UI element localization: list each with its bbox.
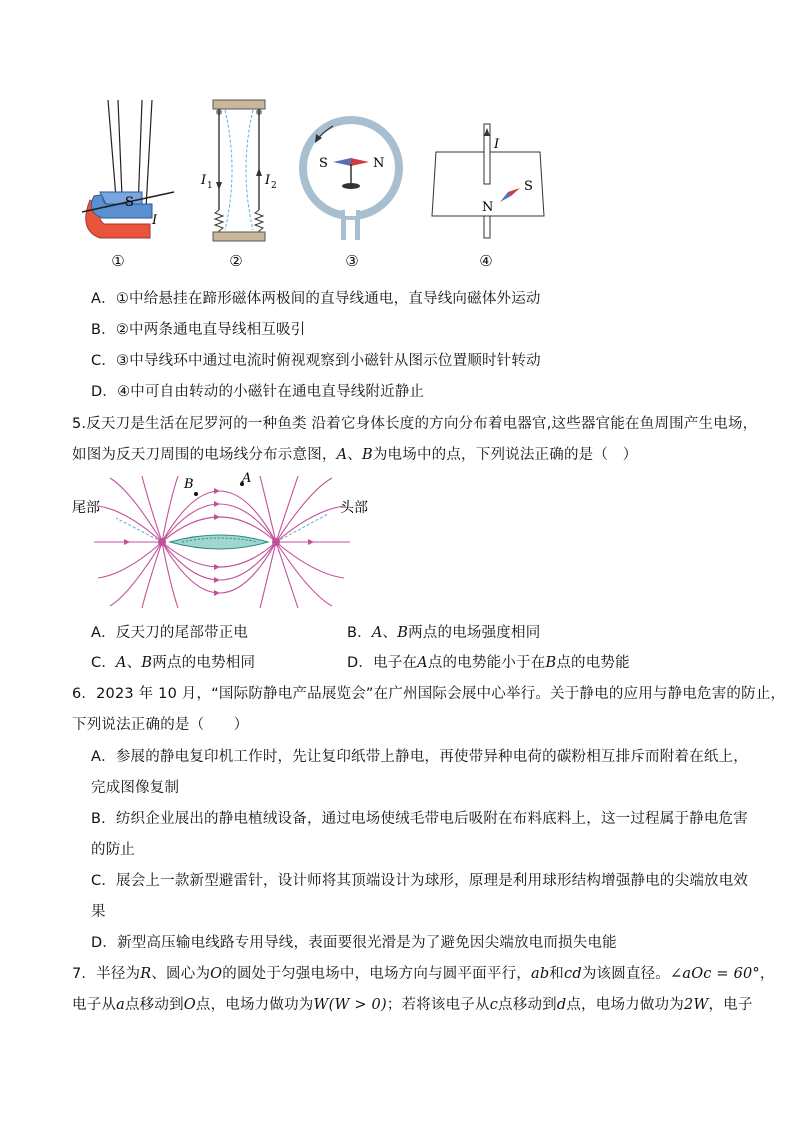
q5-optc-sep: 、 [126,655,142,671]
q7-text-6: ， [759,966,775,982]
fig2-i1-sub: 1 [207,181,213,191]
figure-ring-compass [295,112,410,242]
q5-option-d [347,653,630,673]
q7-stem-line2 [72,995,753,1015]
fig1-pole-s: S [125,195,134,210]
q5-stem-line1: 5.反天刀是生活在尼罗河的一种鱼类 沿着它身体长度的方向分布着电器官,这些器官能在鱼周围产生电场， [72,416,758,432]
q5-option-b [347,623,540,643]
q5-optd-prefix: D．电子在 [347,655,418,671]
figure-fish-field-lines [70,470,380,612]
q7-angle: ∠aOc = 60° [670,966,760,982]
fig4-south-label: S [524,179,533,194]
q5-option-a: A．反天刀的尾部带正电 [91,625,249,641]
figure-wire-board-compass [428,110,548,245]
fig3-north-label: N [373,156,385,171]
q6-option-a-line2: 完成图像复制 [91,780,180,796]
q5-optb-text: 两点的电场强度相同 [408,625,541,641]
q5-optd-mid: 点的电势能小于在 [427,655,546,671]
q5-stem-text: 如图为反天刀周围的电场线分布示意图， [72,447,337,463]
fig5-tail-label: 尾部 [72,500,100,516]
q6-option-d: D．新型高压输电线路专用导线，表面要很光滑是为了避免因尖端放电而损失电能 [91,935,617,951]
q6-option-c-line1: C．展会上一款新型避雷针，设计师将其顶端设计为球形，原理是利用球形结构增强静电的尖端放电效 [91,873,749,889]
figure-horseshoe-magnet [70,100,180,250]
q5-optb-sep: 、 [382,625,398,641]
q6-option-b-line2: 的防止 [91,842,136,858]
q7-work-w: W(W > 0) [313,997,387,1013]
q5-point-b: B [361,447,373,463]
q7-l2-text-2: 点移动到 [124,997,184,1013]
q7-center: O [210,966,223,982]
fig5-point-a: A [242,471,252,486]
q5-sep: 、 [347,447,362,463]
fig3-south-label: S [319,156,328,171]
q5-optb-a: A [371,625,383,641]
fig4-north-label: N [482,200,494,215]
fig5-point-b: B [184,477,194,492]
q4-option-d: D．④中可自由转动的小磁针在通电直导线附近静止 [91,384,425,400]
q7-stem-line1 [72,964,775,984]
q7-text-3: 的圆处于匀强电场中，电场方向与圆平面平行， [222,966,531,982]
fig5-head-label: 头部 [340,500,368,516]
q4-option-a: A．①中给悬挂在蹄形磁体两极间的直导线通电，直导线向磁体外运动 [91,291,541,307]
q7-text-1: 7．半径为 [72,966,141,982]
fig1-current-label: I [152,213,158,228]
fig2-i2-label: I [265,173,271,188]
q6-option-a-line1: A．参展的静电复印机工作时，先让复印纸带上静电，再使带异种电荷的碳粉相互排斥而附着在纸上， [91,749,748,765]
q5-optd-text: 点的电势能 [556,655,630,671]
q7-radius: R [140,966,152,982]
q7-point-d: d [556,997,567,1013]
fig4-current-label: I [494,137,500,152]
q7-l2-text-5: 点移动到 [498,997,557,1013]
figure-label-4: ④ [479,252,493,270]
q5-optd-a: A [417,655,428,671]
q5-optc-b: B [141,655,153,671]
q5-option-c [91,653,255,673]
q7-l2-text-4: ；若将该电子从 [386,997,490,1013]
q7-l2-text-7: ，电子 [708,997,753,1013]
fig2-i2-sub: 2 [271,181,277,191]
fig2-i1-label: I [201,173,207,188]
q5-optb-prefix: B． [347,625,372,641]
q6-stem-line2: 下列说法正确的是（ ） [72,717,249,733]
q7-l2-text-3: 点，电场力做功为 [195,997,314,1013]
q5-point-a: A [336,447,348,463]
q5-optc-prefix: C． [91,655,117,671]
q7-text-2: 、圆心为 [151,966,211,982]
figure-label-3: ③ [345,252,359,270]
q7-work-2w: 2W [683,997,709,1013]
q6-option-b-line1: B．纺织企业展出的静电植绒设备，通过电场使绒毛带电后吸附在布料底料上，这一过程属于静电危害 [91,811,748,827]
q5-optc-a: A [116,655,127,671]
q7-l2-text-6: 点，电场力做功为 [566,997,684,1013]
q5-optd-b: B [545,655,557,671]
q7-point-o: O [183,997,196,1013]
figure-label-2: ② [229,252,243,270]
q6-stem-line1: 6．2023 年 10 月，“国际防静电产品展览会”在广州国际会展中心举行。关于静电的应用与静电危害的防止， [72,686,786,702]
q5-stem-end: 为电场中的点，下列说法正确的是（ ） [372,447,638,463]
q6-option-c-line2: 果 [91,904,106,920]
q5-optc-text: 两点的电势相同 [152,655,256,671]
q4-option-b: B．②中两条通电直导线相互吸引 [91,322,306,338]
q7-point-a: a [116,997,125,1013]
q7-point-c: c [489,997,499,1013]
q7-text-5: 为该圆直径。 [581,966,671,982]
q7-diameter-cd: cd [564,966,582,982]
q5-stem-line2 [72,445,637,465]
q4-option-c: C．③中导线环中通过电流时俯视观察到小磁针从图示位置顺时针转动 [91,353,541,369]
q7-diameter-ab: ab [530,966,550,982]
q5-optb-b: B [397,625,409,641]
figure-parallel-wires [195,98,285,248]
q7-l2-text-1: 电子从 [72,997,117,1013]
q7-text-4: 和 [549,966,564,982]
figure-label-1: ① [111,252,125,270]
